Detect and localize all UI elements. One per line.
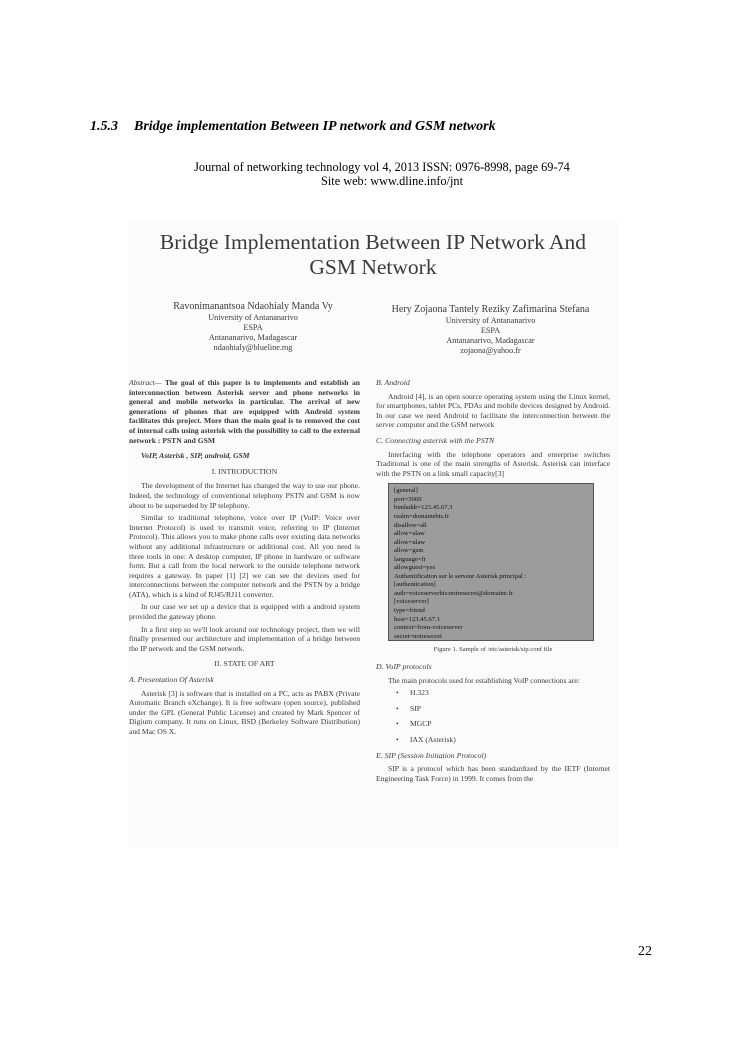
config-line: host=123.45.67.1: [394, 615, 441, 623]
section-heading-introduction: I. INTRODUCTION: [211, 466, 278, 476]
subsection-heading-sip: E. SIP (Session Initiation Protocol): [376, 750, 487, 760]
author-school: ESPA: [243, 323, 263, 332]
abstract-label: Abstract—: [129, 378, 162, 387]
config-line: auth=voiceserverbis:notresecret@domaine.fr: [394, 589, 513, 597]
config-line: Authentification sur le serveur Asterisk principal :: [394, 572, 527, 580]
citation-line-2: Site web: www.dline.info/jnt: [321, 174, 463, 188]
author-email: zojaona@yahoo.fr: [460, 346, 521, 355]
config-line: secret=notresecret: [394, 632, 443, 640]
author-email: ndaohialy@blueline.mg: [213, 343, 293, 352]
sip-paragraph: SIP is a protocol which has been standardized by the IETF (Internet Engineering Task Force) in 1999. It comes from the: [376, 764, 610, 783]
abstract-text: The goal of this paper is to implements and establish an interconnection between Asterisk server and phone networks in general and mobile networks in particular. The arrival of new generations of phones that are equipped with Android system facilitates this project. More than the main goal is to removed the cost of internal calls using asterisk with the possibility to call to the external network : PSTN and GSM: [129, 378, 360, 445]
journal-citation: [0, 160, 744, 188]
config-line: [voiceserver]: [394, 598, 429, 606]
config-line: language=fr: [394, 555, 426, 563]
figure-caption: Figure 1. Sample of /etc/asterisk/sip.conf file: [433, 646, 553, 654]
section-title: Bridge implementation Between IP network and GSM network: [134, 119, 496, 134]
config-line: type=friend: [394, 607, 425, 614]
config-line: allow=ulaw: [394, 538, 426, 546]
abstract: [129, 378, 360, 445]
page-number: 22: [638, 944, 652, 959]
author-block-left: [148, 300, 358, 353]
config-line: disallow=all: [394, 521, 427, 529]
subsection-heading-android: B. Android: [376, 378, 410, 387]
config-line: port=5060: [394, 495, 422, 503]
config-line: allow=gsm: [394, 547, 424, 555]
android-paragraph: Android [4], is an open source operating system using the Linux kernel, for smartphones, tablet PCs, PDAs and mobile devices designed by Android. In our case we need Android to facilitate the interconnection between the server computer and the GSM network: [376, 391, 610, 430]
protocol-list: [376, 688, 610, 744]
config-line: allowguest=yes: [394, 564, 436, 572]
subsection-heading-asterisk: A. Presentation Of Asterisk: [129, 675, 214, 685]
subsection-heading-pstn: C. Connecting asterisk with the PSTN: [376, 435, 495, 445]
voip-protocols-paragraph: The main protocols used for establishing VoIP connections are:: [388, 675, 580, 685]
author-affiliation: University of Antananarivo: [445, 316, 536, 325]
list-item: • H.323: [410, 688, 610, 698]
intro-paragraph-2: Similar to traditional telephone, voice over IP (VoIP: Voice over Internet Protocol) is used to transmit voice, referring to IP (Internet Protocol). This allows you to make phone calls over existing data networks without any additional infrastructure or additional cost. All you need is three tools in one: A desktop computer, IP phone in hardware or software form. But a call from the local network to the outside telephone network requires a gateway. In paper [1] [2] we can see the devices used for interconnections between the computer network and the PSTN by a bridge (ATA), which is a kind of RJ45/RJ11 converter.: [129, 513, 360, 599]
sip-config-code-box: [388, 483, 594, 641]
paper-column-right: [376, 378, 610, 786]
list-item: • SIP: [410, 704, 610, 714]
config-line: [general]: [394, 487, 418, 495]
asterisk-paragraph: Asterisk [3] is software that is installed on a PC, acts as PABX (Private Automatic Branch eXchange). It is free software (open source), published under the GPL (General Public License) and created by Mark Spencer of Digium company. It runs on Linux, BSD (Berkeley Software Distribution) and Mac OS X.: [129, 688, 360, 736]
paper-title: [128, 230, 618, 280]
config-line: allow=alaw: [394, 530, 425, 538]
section-number: 1.5.3: [90, 119, 118, 134]
keywords: VoIP, Asterisk , SIP, android, GSM: [141, 451, 250, 461]
paper-excerpt-image: [128, 222, 618, 847]
intro-paragraph-3: In our case we set up a device that is equipped with a android system provided the gateway phone.: [129, 602, 360, 622]
list-item: • IAX (Asterisk): [410, 735, 610, 745]
config-line: context=from-voiceserver: [394, 624, 463, 632]
intro-paragraph-4: In a first step so we'll look around our technology project, then we will finally presented our architecture and implementation of a bridge between the IP network and the GSM network.: [129, 624, 360, 653]
list-item: • MGCP: [410, 719, 610, 729]
author-school: ESPA: [480, 326, 501, 335]
author-location: Antananarivo, Madagascar: [446, 336, 535, 345]
author-name: Ravonimanantsoa Ndaohialy Manda Vy: [173, 301, 333, 312]
subsection-heading-voip-protocols: D. VoIP protocols: [376, 661, 432, 671]
paper-title-line-2: GSM Network: [309, 255, 437, 279]
author-location: Antananarivo, Madagascar: [208, 333, 298, 342]
config-line: bindaddr=123.45.67.3: [394, 504, 453, 512]
section-heading: [90, 119, 496, 135]
citation-line-1: Journal of networking technology vol 4, 2013 ISSN: 0976-8998, page 69-74: [194, 160, 570, 174]
author-block-right: [373, 303, 608, 356]
pstn-paragraph: Interfacing with the telephone operators and enterprise switches Traditional is one of the main strengths of Asterisk. Asterisk can interface with the PSTN on a link small capacity[3]: [376, 449, 610, 478]
paper-title-line-1: Bridge Implementation Between IP Network And: [159, 230, 587, 254]
author-name: Hery Zojaona Tantely Reziky Zafimarina Stefana: [391, 304, 590, 315]
paper-column-left: [129, 378, 360, 740]
intro-paragraph-1: The development of the Internet has changed the way to use our phone. Indeed, the technology of conventional telephony PSTN and GSM is now about to be superseded by IP telephony.: [129, 481, 360, 510]
section-heading-state-of-art: II. STATE OF ART: [214, 659, 275, 669]
config-line: realm=domainebis.fr: [394, 512, 450, 520]
author-affiliation: University of Antananarivo: [208, 313, 298, 322]
config-line: [authentication]: [394, 581, 436, 589]
